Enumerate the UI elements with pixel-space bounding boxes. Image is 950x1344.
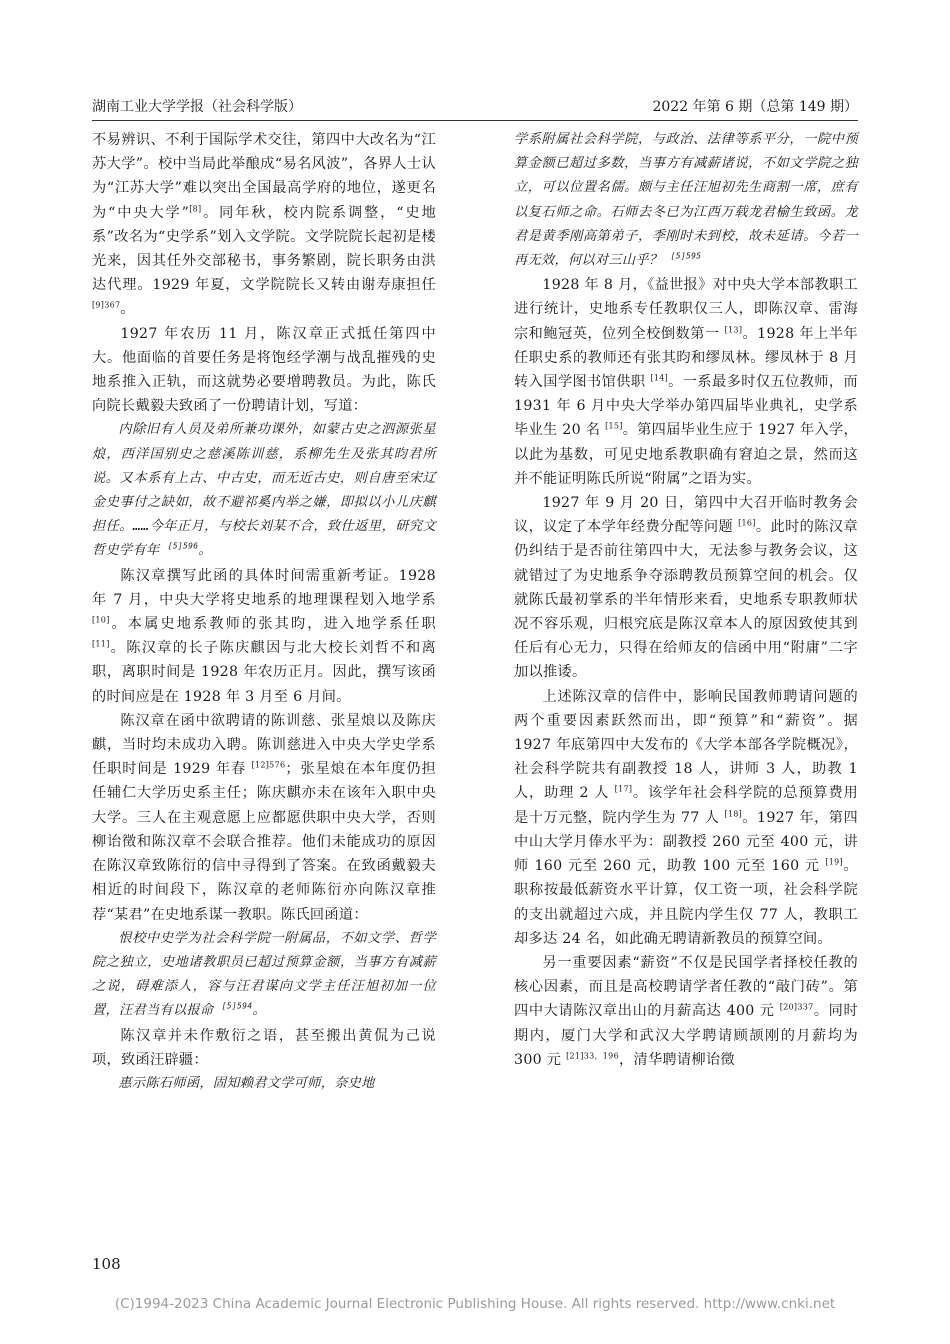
block-quote: 恨校中史学为社会科学院一附属品，不如文学、哲学院之独立，史地诸教职员已超过预算金额，当事方有减薪之说，碍难添人，容与汪君谋向文学主任汪旭初加一位置，汪君当有以报命 $^{[5]594}$。 — [92, 930, 436, 1019]
citation[interactable]: [17] — [614, 784, 633, 794]
citation[interactable]: [20]337 — [779, 1002, 814, 1012]
running-header — [92, 88, 858, 121]
citation[interactable]: [13] — [724, 324, 743, 334]
paragraph: 1927 年 9 月 20 日，第四中大召开临时教务会议，议定了本学年经费分配等问题 [16]。此时的陈汉章仍纠结于是否前往第四中大，无法参与教务会议，这就错过了为史地系争夺添聘教员预算空间的机会。仅就陈氏最初掌系的半年情形来看，史地系专职教师状况不容乐观，归根究底是陈汉章本人的原因致使其到任后有心无力，只得在给师友的信函中用“附庸”二字加以推诿。 — [514, 495, 858, 681]
citation[interactable]: [14] — [650, 373, 669, 383]
block-quote: 学系附属社会科学院，与政治、法律等系平分，一院中预算金额已超过多数，当事方有减薪诸说，不如文学院之独立，可以位置名儒。颇与主任汪旭初先生商割一席，庶有以复石师之命。石师去冬已为江西万载龙君榆生致函。龙君是黄季刚高第弟子，季刚时未到校，故未延请。今若一再无效，何以对三山乎？ $^{[5]595}$ — [514, 132, 858, 269]
citation[interactable]: [16] — [738, 518, 756, 528]
paragraph: 陈汉章撰写此函的具体时间需重新考证。1928 年 7 月，中央大学将史地系的地理课程划入地学系 [10]。本属史地系教师的张其昀，进入地学系任职 [11]。陈汉章的长子陈庆麒因与北大校长刘哲不和离职，离职时间是 1928 年农历正月。因此，撰写该函的时间应是在 1928 年 3 月至 6 月间。 — [92, 567, 436, 705]
block-quote: 惠示陈石师函，固知赖君文学可师，奈史地 — [118, 1075, 375, 1091]
journal-title: 湖南工业大学学报（社会科学版） — [92, 99, 302, 115]
paragraph: 陈汉章并未作敷衍之语，甚至搬出黄侃为己说项，致函汪辟疆： — [92, 1027, 436, 1068]
citation[interactable]: [21]33，196 — [566, 1050, 619, 1060]
citation[interactable]: [10] — [92, 615, 110, 625]
issue-info: 2022 年第 6 期（总第 149 期） — [652, 99, 858, 115]
citation[interactable]: [19] — [825, 857, 843, 867]
citation[interactable]: [5]594 — [221, 1001, 253, 1011]
paragraph: 1928 年 8 月，《益世报》对中央大学本部教职工进行统计，史地系专任教职仅三人，即陈汉章、雷海宗和鲍冠英，位列全校倒数第一 [13]。1928 年上半年任职史系的教师还有张其昀和缪凤林。缪凤林于 8 月转入国学图书馆供职 [14]。一系最多时仅五位教师，而 1931 年 6 月中央大学举办第四届毕业典礼，史学系毕业生 20 名 [15]。第四届毕业生应于 1927 年入学，以此为基数，可见史地系教职确有窘迫之景，然而这并不能证明陈氏所说“附属”之语为实。 — [514, 277, 858, 487]
paragraph: 陈汉章在函中欲聘请的陈训慈、张星烺以及陈庆麒，当时均未成功入聘。陈训慈进入中央大学史学系任职时间是 1929 年春 $^{[12]576}$；张星烺在本年度仍担任辅仁大学历史系主任；陈庆麒亦未在该年入职中央大学。三人在主观意愿上应都愿供职中央大学，否则柳诒徵和陈汉章不会联合推荐。他们未能成功的原因在陈汉章致陈衍的信中寻得到了答案。在致函戴毅夫相近的时间段下，陈汉章的老师陈衍亦向陈汉章推荐“某君”在史地系谋一教职。陈氏回函道： — [92, 712, 436, 923]
citation[interactable]: [15] — [605, 421, 623, 431]
paragraph: 另一重要因素“薪资”不仅是民国学者择校任教的核心因素，而且是高校聘请学者任教的“敲门砖”。第四中大请陈汉章出山的月薪高达 400 元 $^{[20]337}$。同时期内，厦门大学和武汉大学聘请顾颉刚的月薪均为 300 元 $^{[21]33,196}$，清华聘请柳诒徵 — [514, 954, 858, 1068]
block-quote: 内除旧有人员及弟所兼功课外，如蒙古史之泗源张星烺，西洋国别史之慈溪陈训慈，系柳先生及张其昀君所说。又本系有上古、中古史，而无近古史，则自唐至宋辽金史事付之缺如，故不避祁奚内举之嫌，即拟以小儿庆麒担任。……今年正月，与校长刘某不合，致仕返里，研究文哲史学有年 $^{[5]596}$。 — [92, 422, 436, 559]
right-column — [514, 128, 858, 1072]
left-column — [92, 128, 436, 1096]
paragraph: 1927 年农历 11 月，陈汉章正式抵任第四中大。他面临的首要任务是将饱经学潮与战乱摧残的史地系推入正轨，而这就势必要增聘教员。为此，陈氏向院长戴毅夫致函了一份聘请计划，写道： — [92, 325, 436, 415]
citation[interactable]: [18] — [724, 808, 743, 818]
copyright-footer: (C)1994-2023 China Academic Journal Electronic Publishing House. All rights reserved. http://www.cnki.net — [114, 1296, 836, 1312]
citation[interactable]: [5]595 — [670, 251, 702, 261]
paragraph: 上述陈汉章的信件中，影响民国教师聘请问题的两个重要因素跃然而出，即“预算”和“薪资”。据 1927 年底第四中大发布的《大学本部各学院概况》，社会科学院共有副教授 18 人，讲师 3 人，助教 1 人，助理 2 人 [17]。该学年社会科学院的总预算费用是十万元整，院内学生为 77 人 [18]。1927 年，第四中山大学月俸水平为：副教授 260 元至 400 元，讲师 160 元至 260 元，助教 100 元至 160 元 [19]。职称按最低薪资水平计算，仅工资一项，社会科学院的支出就超过六成，并且院内学生仅 77 人，教职工却多达 24 名，如此确无聘请新教员的预算空间。 — [514, 688, 858, 947]
citation[interactable]: [5]596 — [167, 542, 199, 552]
citation[interactable]: [8] — [189, 203, 202, 213]
page-number: 108 — [92, 1255, 121, 1273]
citation[interactable]: [9]367 — [92, 300, 121, 310]
citation[interactable]: [11] — [92, 639, 110, 649]
citation[interactable]: [12]576 — [251, 760, 286, 770]
paragraph: 不易辨识、不利于国际学术交往，第四中大改名为“江苏大学”。校中当局此举酿成“易名风波”，各界人士认为“江苏大学”难以突出全国最高学府的地位，遂更名为“中央大学”[8]。同年秋，校内院系调整，“史地系”改名为“史学系”划入文学院。文学院院长起初是楼光来，因其任外交部秘书，事务繁剧，院长职务由洪达代理。1929 年夏，文学院院长又转由谢寿康担任 $^{[9]367}$。 — [92, 132, 436, 318]
